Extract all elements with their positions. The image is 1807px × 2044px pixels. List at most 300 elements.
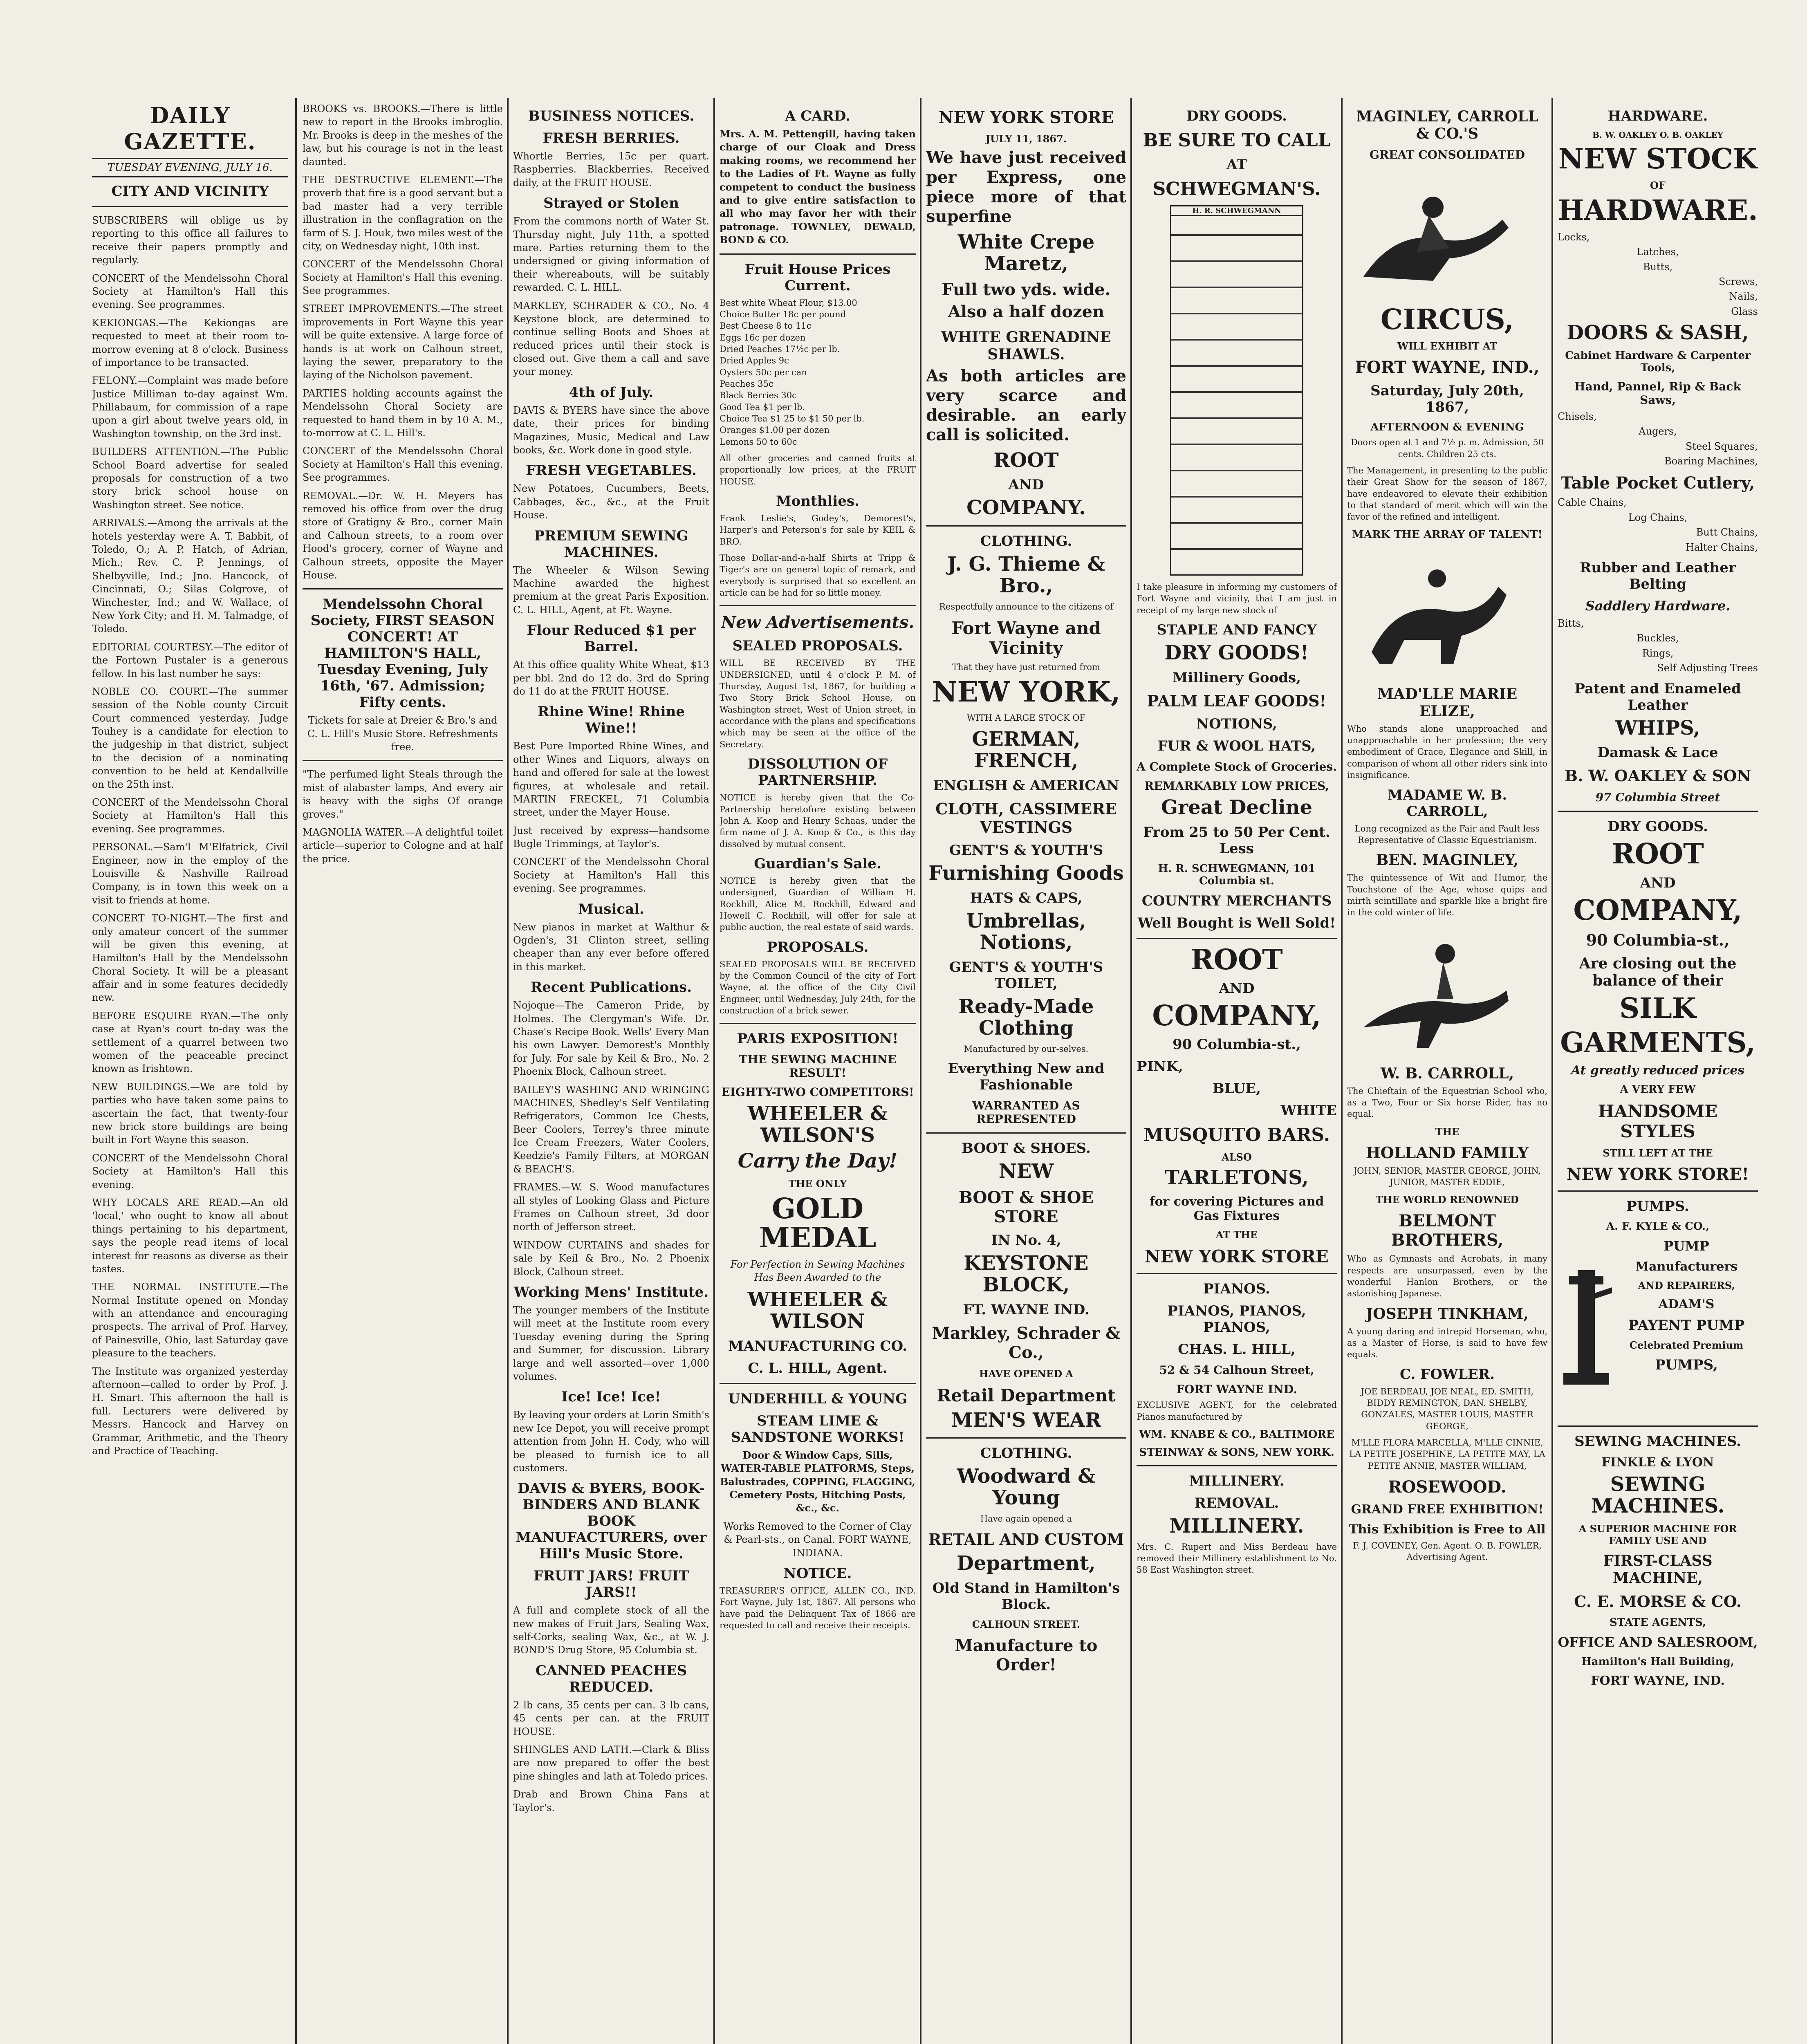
ad-title: GERMAN, FRENCH, <box>972 728 1081 772</box>
ad-heading: NEW YORK STORE <box>1145 1246 1329 1267</box>
notice-text: The younger members of the Institute will meet at the Institute room every Tuesday evening during the Spring and Summer, for discussion. Library large and well assorted—over 1,000 volumes. <box>513 1304 709 1382</box>
ad-text: M'LLE FLORA MARCELLA, M'LLE CINNIE, LA PETITE JOSEPHINE, LA PETITE MAY, LA PETITE ANNIE, MASTER WILLIAM, <box>1349 1438 1545 1471</box>
item-line: Butt Chains, <box>1696 527 1758 538</box>
notice-text: At this office quality White Wheat, $13 per bbl. 2nd do 12 do. 3rd do Spring do 11 do at the FRUIT HOUSE. <box>513 659 709 697</box>
ad-text: Those Dollar-and-a-half Shirts at Tripp & Tiger's are on general topic of remark, and everybody is surprised that so excellent an article can be had for so little money. <box>720 553 916 598</box>
ad-heading: PAYENT PUMP <box>1628 1317 1745 1334</box>
ad-text: JOE BERDEAU, JOE NEAL, ED. SMITH, BIDDY REMINGTON, DAN. SHELBY, GONZALES, MASTER LOUIS, MASTER GEORGE, <box>1361 1386 1534 1431</box>
ad-heading: Well Bought is Well Sold! <box>1137 914 1336 931</box>
ad-text: All other groceries and canned fruits at proportionally low prices, at the FRUIT HOUSE. <box>720 453 916 486</box>
item-line: Glass <box>1731 305 1758 317</box>
concert-text: Tickets for sale at Dreier & Bro.'s and C. L. Hill's Music Store. Refreshments free. <box>307 715 498 753</box>
notice-text: Whortle Berries, 15c per quart. Raspberries. Blackberries. Received daily, at the FRUIT HOUSE. <box>513 150 709 188</box>
ad-heading: A VERY FEW <box>1620 1083 1696 1096</box>
ad-heading: 52 & 54 Calhoun Street, <box>1159 1363 1314 1377</box>
ad-heading: HATS & CAPS, <box>970 890 1083 906</box>
masthead-title: DAILY GAZETTE. <box>124 102 256 155</box>
divider <box>1558 1190 1758 1192</box>
ad-heading: OFFICE AND SALESROOM, <box>1558 1634 1758 1650</box>
ad-heading: BELMONT BROTHERS, <box>1391 1211 1504 1250</box>
ad-text: F. J. COVENEY, Gen. Agent. O. B. FOWLER, Advertising Agent. <box>1352 1541 1542 1562</box>
ad-text: Door & Window Caps, Sills, WATER-TABLE PLATFORMS, Steps, Balustrades, COPPING, FLAGGING, Cemetery Posts, Hitching Posts, &c., &c. <box>720 1449 915 1514</box>
price-line: Black Berries 30c <box>720 390 797 401</box>
ad-heading: C. E. MORSE & CO. <box>1574 1592 1742 1611</box>
ad-title: WHEELER & WILSON <box>747 1288 888 1333</box>
notice-heading: Ice! Ice! Ice! <box>561 1389 661 1405</box>
divider <box>720 1383 916 1384</box>
ad-title: COMPANY, <box>1152 1000 1321 1033</box>
ad-heading: THE WORLD RENOWNED <box>1375 1194 1519 1206</box>
concert-heading: Mendelssohn Choral Society, FIRST SEASON CONCERT! AT HAMILTON'S HALL, Tuesday Evening, July 16th, '67. Admission; Fifty cents. <box>310 596 495 711</box>
local-item: CONCERT of the Mendelssohn Choral Society at Hamilton's Hall this evening. See programmes. <box>303 445 503 484</box>
ad-heading: CALHOUN STREET. <box>972 1618 1081 1631</box>
ad-heading: STATE AGENTS, <box>1610 1616 1706 1629</box>
price-line: Oranges $1.00 per dozen <box>720 425 830 435</box>
notice-text: BAILEY'S WASHING AND WRINGING MACHINES, Shedley's Self Ventilating Refrigerators, Common Ice Chests, Beer Coolers, Terrey's three minute Ice Cream Freezers, Water Coolers, Keedzie's Family Filters, at MORGAN & BEACH'S. <box>513 1084 709 1175</box>
business-notices-heading: BUSINESS NOTICES. <box>528 108 695 124</box>
local-item: CONCERT of the Mendelssohn Choral Society at Hamilton's Hall this evening. See programmes. <box>92 272 288 311</box>
ad-title: COMPANY. <box>966 496 1086 520</box>
horse-engraving <box>1347 550 1519 672</box>
ad-heading: GRAND FREE EXHIBITION! <box>1351 1502 1544 1517</box>
ad-heading: HANDSOME STYLES <box>1598 1101 1718 1141</box>
ad-heading: HAVE OPENED A <box>979 1367 1074 1380</box>
ad-text: WITH A LARGE STOCK OF <box>966 713 1086 723</box>
price-line: Good Tea $1 per lb. <box>720 402 805 412</box>
ad-text: The quintessence of Wit and Humor, the Touchstone of the Age, whose quips and mirth scintillate and sparkle like a bright fire in the cold winter of life. <box>1347 873 1547 918</box>
ad-heading: This Exhibition is Free to All <box>1349 1522 1546 1537</box>
divider <box>303 760 503 761</box>
divider <box>926 525 1126 527</box>
ad-title: ROOT <box>1190 943 1283 976</box>
local-item: BEFORE ESQUIRE RYAN.—The only case at Ryan's court to-day was the settlement of a quarrel between two women of the peaceable precinct known as Irishtown. <box>92 1010 288 1075</box>
divider <box>1137 1465 1337 1466</box>
ad-heading: WARRANTED AS REPRESENTED <box>972 1099 1080 1126</box>
notice-heading: 4th of July. <box>569 384 654 401</box>
ad-heading: NOTICE. <box>783 1565 852 1582</box>
ad-heading: EIGHTY-TWO COMPETITORS! <box>721 1085 914 1099</box>
ad-date: JULY 11, 1867. <box>985 133 1067 145</box>
ad-heading: AT THE <box>1215 1229 1258 1241</box>
column-rule <box>1130 98 1132 2044</box>
price-line: Oysters 50c per can <box>720 367 807 377</box>
ad-title: Umbrellas, Notions, <box>966 909 1086 954</box>
ad-heading: PIANOS. <box>1203 1281 1270 1298</box>
item-line: Locks, <box>1558 231 1590 243</box>
ad-heading: PROPOSALS. <box>767 939 869 955</box>
ad-heading: Fort Wayne and Vicinity <box>951 618 1101 659</box>
ad-heading: UNDERHILL & YOUNG <box>728 1390 908 1407</box>
ad-heading: Rubber and Leather Belting <box>1580 560 1736 593</box>
notice-heading: Rhine Wine! Rhine Wine!! <box>538 704 685 737</box>
ad-heading: THE SEWING MACHINE RESULT! <box>739 1053 897 1080</box>
ad-heading: ADAM'S <box>1658 1297 1715 1311</box>
ad-heading: A Complete Stock of Groceries. <box>1137 760 1337 773</box>
notice-text: DAVIS & BYERS have since the above date, their prices for binding Magazines, Music, Medical and Law books, &c. Work done in good style. <box>513 404 709 456</box>
notice-heading: FRESH BERRIES. <box>543 130 680 146</box>
ad-heading: HOLLAND FAMILY <box>1365 1143 1529 1162</box>
item-line: Rings, <box>1642 647 1674 659</box>
ad-heading: DRY GOODS. <box>1186 108 1287 124</box>
local-item: WHY LOCALS ARE READ.—An old 'local,' who ought to know all about things pertaining to his department, says the people read items of local interest for reasons as diverse as their tastes. <box>92 1197 288 1275</box>
ad-heading: Retail Department <box>937 1385 1116 1405</box>
ad-heading: SCHWEGMAN'S. <box>1152 179 1321 199</box>
ad-title: ROOT <box>993 448 1059 472</box>
item-line: Nails, <box>1729 291 1758 303</box>
ad-title: GARMENTS, <box>1560 1026 1755 1059</box>
ad-heading: THE ONLY <box>788 1177 847 1190</box>
notice-text: By leaving your orders at Lorin Smith's new Ice Depot, you will receive prompt attention from John H. Cody, who will be pleased to furnish ice to all customers. <box>513 1409 709 1474</box>
divider <box>303 588 503 589</box>
ad-text: A young daring and intrepid Horseman, who, as a Master of Horse, is said to have few equals. <box>1347 1326 1547 1360</box>
ad-heading: H. R. SCHWEGMANN, 101 Columbia st. <box>1158 862 1316 887</box>
notice-heading: PREMIUM SEWING MACHINES. <box>534 527 688 560</box>
column-rule <box>920 98 921 2044</box>
ad-heading: WILL EXHIBIT AT <box>1397 340 1497 352</box>
notice-heading: Strayed or Stolen <box>543 195 679 212</box>
item-line: Log Chains, <box>1628 511 1688 523</box>
local-item: NOBLE CO. COURT.—The summer session of the Noble county Circuit Court commenced yesterday. Judge Touhey is a candidate for election to the judgeship in that district, subject to the decision of a nominating convention to be held at Kendallville on the 25th inst. <box>92 686 288 790</box>
local-item: PARTIES holding accounts against the Mendelssohn Choral Society are requested to hand them in by 10 A. M., to-morrow at C. L. Hill's. <box>303 387 503 439</box>
ad-title: MEN'S WEAR <box>951 1408 1101 1432</box>
divider <box>92 206 288 207</box>
ad-text: The Chieftain of the Equestrian School who, as a Two, Four or Six horse Rider, has no equal. <box>1347 1086 1547 1119</box>
local-item: NEW BUILDINGS.—We are told by parties who have taken some pains to ascertain the fact, that twenty-four new brick store buildings are being built in Fort Wayne this season. <box>92 1081 288 1146</box>
ad-heading: Hand, Pannel, Rip & Back Saws, <box>1574 379 1741 407</box>
notice-text: Just received by express—handsome Bugle Trimmings, at Taylor's. <box>513 825 709 850</box>
local-item: The Institute was organized yesterday afternoon—called to order by Prof. J. H. Smart. This afternoon the hall is full. Lecturers were delivered by Messrs. Hancock and Harvey on Grammar, Arithmetic, and the Theory and Practice of Teaching. <box>92 1365 288 1457</box>
ad-text: Long recognized as the Fair and Fault less Representative of Classic Equestrianism. <box>1354 823 1540 845</box>
ad-heading: PINK, <box>1137 1058 1183 1075</box>
ad-heading: Fruit House Prices Current. <box>744 261 891 294</box>
ad-heading: Celebrated Premium <box>1629 1339 1744 1351</box>
notice-heading: Musical. <box>578 901 644 917</box>
divider <box>720 253 916 255</box>
ad-heading: CHAS. L. HILL, <box>1178 1341 1296 1358</box>
notice-text: MARKLEY, SCHRADER & CO., No. 4 Keystone block, are determined to continue selling Boots and Shoes at reduced prices until their stock is closed out. Give them a call and save your money. <box>513 300 709 378</box>
ad-heading: Table Pocket Cutlery, <box>1560 473 1755 493</box>
ad-heading: IN No. 4, <box>991 1232 1061 1248</box>
ad-heading: C. L. HILL, Agent. <box>748 1360 888 1376</box>
ad-heading: STEAM LIME & SANDSTONE WORKS! <box>731 1412 905 1446</box>
ad-heading: Saddlery Hardware. <box>1585 598 1731 614</box>
ad-heading: Millinery Goods, <box>1172 669 1301 686</box>
notice-text: CONCERT of the Mendelssohn Choral Society at Hamilton's Hall this evening. See programmes. <box>513 856 709 894</box>
ad-title: CIRCUS, <box>1380 303 1514 336</box>
ad-heading: RETAIL AND CUSTOM <box>928 1530 1124 1549</box>
ad-heading: REMARKABLY LOW PRICES, <box>1144 779 1329 793</box>
ad-heading: 90 Columbia-st., <box>1173 1036 1301 1053</box>
ad-text: Manufactured by our-selves. <box>964 1044 1089 1054</box>
divider <box>1137 938 1337 939</box>
ad-text: Have again opened a <box>980 1513 1072 1524</box>
ad-heading: REMOVAL. <box>1194 1495 1279 1511</box>
ad-title: SILK <box>1619 992 1696 1025</box>
ad-heading: A SUPERIOR MACHINE FOR FAMILY USE AND <box>1578 1522 1737 1546</box>
ad-title: WHIPS, <box>1615 716 1700 740</box>
local-item: ARRIVALS.—Among the arrivals at the hotels yesterday were A. T. Babbit, of Toledo, O.; A. P. Hatch, of Adrian, Mich.; Rev. C. P. Jennings, of Shelbyville, Ind.; Jno. Hancock, of Cincinnati, O.; Silas Colgrove, of Winchester, Ind.; and W. Wallace, of New York City; and H. M. Talmadge, of Toledo. <box>92 517 288 635</box>
ad-heading: C. FOWLER. <box>1400 1366 1495 1383</box>
price-line: Dried Apples 9c <box>720 356 789 366</box>
column-5 <box>926 102 1126 2044</box>
local-item: CONCERT of the Mendelssohn Choral Society at Hamilton's Hall this evening. See programmes. <box>92 797 288 835</box>
local-item: BROOKS vs. BROOKS.—There is little new to report in the Brooks imbroglio. Mr. Brooks is deep in the meshes of the law, but his courage is not in the least daunted. <box>303 103 503 168</box>
ad-title: DOORS & SASH, <box>1567 321 1749 345</box>
notice-text: FRAMES.—W. S. Wood manufactures all styles of Looking Glass and Picture Frames on Calhoun street, 3d door north of Jefferson street. <box>513 1181 709 1233</box>
column-rule <box>507 98 509 2044</box>
divider <box>1558 811 1758 812</box>
ad-heading: FORT WAYNE, IND., <box>1355 358 1540 377</box>
local-item: EDITORIAL COURTESY.—The editor of the Fortown Pustaler is a generous fellow. In his last number he says: <box>92 641 288 679</box>
ad-title: NEW YORK, <box>932 676 1121 709</box>
ad-heading: WHITE GRENADINE SHAWLS. <box>941 328 1111 363</box>
ad-heading: Hamilton's Hall Building, <box>1581 1655 1734 1668</box>
ad-heading: Manufacturers <box>1635 1259 1738 1274</box>
ad-heading: WM. KNABE & CO., BALTIMORE <box>1139 1428 1334 1441</box>
ad-text: Who stands alone unapproached and unapproachable in her profession; the very embodiment of Grace, Elegance and Skill, in comparison of whom all other riders sink into insignificance. <box>1347 724 1547 780</box>
storefront-engraving <box>1170 205 1303 576</box>
item-line: Buckles, <box>1637 632 1679 644</box>
ad-heading: GENT'S & YOUTH'S TOILET, <box>949 959 1103 992</box>
notice-heading: Recent Publications. <box>530 979 692 996</box>
local-item: KEKIONGAS.—The Kekiongas are requested to meet at their room to-morrow evening at 8 o'clock. Business of importance to be transacted. <box>92 317 288 368</box>
ad-heading: MUSQUITO BARS. <box>1143 1125 1330 1146</box>
ad-title: Carry the Day! <box>738 1149 898 1172</box>
divider <box>1558 1425 1758 1427</box>
ad-heading: STILL LEFT AT THE <box>1603 1147 1713 1159</box>
ad-heading: PARIS EXPOSITION! <box>737 1031 899 1047</box>
ad-title: WHEELER & WILSON'S <box>747 1102 888 1147</box>
price-line: Best white Wheat Flour, $13.00 <box>720 298 857 308</box>
ad-heading: From 25 to 50 Per Cent. Less <box>1143 824 1330 857</box>
ad-heading: Everything New and Fashionable <box>948 1060 1105 1094</box>
column-rule <box>713 98 715 2044</box>
ad-heading: A CARD. <box>785 108 851 124</box>
ad-heading: STAPLE AND FANCY <box>1157 622 1317 639</box>
notice-heading: CANNED PEACHES REDUCED. <box>535 1662 687 1695</box>
ad-text: SEALED PROPOSALS WILL BE RECEIVED by the Common Council of the city of Fort Wayne, at the office of the City Civil Engineer, until Wednesday, July 24th, for the construction of a brick sewer. <box>720 959 916 1015</box>
ad-heading: BOOT & SHOE STORE <box>959 1188 1094 1226</box>
notice-heading: FRUIT JARS! FRUIT JARS!! <box>533 1568 689 1601</box>
ad-heading: MANUFACTURING CO. <box>728 1338 907 1354</box>
column-1 <box>92 102 288 2044</box>
masthead-date: TUESDAY EVENING, JULY 16. <box>92 158 288 177</box>
ad-text: Respectfully announce to the citizens of <box>939 601 1113 612</box>
ad-heading: Cabinet Hardware & Carpenter Tools, <box>1565 349 1751 374</box>
ad-text: NOTICE is hereby given that the undersigned, Guardian of William H. Rockhill, Alice M. Rockhill, Edward and Howell C. Rockhill, will offer for sale at public auction, the real estate of said wards. <box>720 876 916 932</box>
ad-heading: Guardian's Sale. <box>754 855 881 872</box>
column-2 <box>303 102 503 2044</box>
price-line: Choice Butter 18c per pound <box>720 309 846 319</box>
ad-heading: MARK THE ARRAY OF TALENT! <box>1352 528 1542 541</box>
ad-heading: FUR & WOOL HATS, <box>1157 737 1316 754</box>
notice-heading: FRESH VEGETABLES. <box>526 462 697 479</box>
ad-title: COMPANY, <box>1573 894 1742 927</box>
ad-heading: Markley, Schrader & Co., <box>932 1323 1121 1362</box>
ad-heading: PUMPS, <box>1655 1356 1718 1373</box>
ad-title: TARLETONS, <box>1165 1166 1309 1190</box>
ad-heading: MILLINERY. <box>1189 1472 1285 1489</box>
notice-heading: DAVIS & BYERS, BOOK-BINDERS AND BLANK BOOK MANUFACTURERS, over Hill's Music Store. <box>516 1480 707 1562</box>
ad-heading: Monthlies. <box>776 493 859 510</box>
ad-text: WILL BE RECEIVED BY THE UNDERSIGNED, until 4 o'clock P. M. of Thursday, August 1st, 1867, for building a Two Story Brick School House, on Washington street, West of Union street, in accordance with the plans and specifications which may be seen at the office of the Secretary. <box>720 658 916 749</box>
notice-text: The Wheeler & Wilson Sewing Machine awarded the highest premium at the great Paris Exposition. C. L. HILL, Agent, at Ft. Wayne. <box>513 564 709 616</box>
ad-heading: B. W. OAKLEY O. B. OAKLEY <box>1592 130 1723 140</box>
local-item: THE DESTRUCTIVE ELEMENT.—The proverb that fire is a good servant but a bad master had a very terrible illustration in the conflagration on the farm of S. J. Houk, two miles west of the city, on Wednesday night, 10th inst. <box>303 174 503 252</box>
local-item: CONCERT of the Mendelssohn Choral Society at Hamilton's Hall this evening. <box>92 1152 288 1190</box>
ad-heading: AND <box>1640 874 1676 891</box>
item-line: Self Adjusting Trees <box>1657 662 1758 674</box>
ad-text: Who as Gymnasts and Acrobats, in many respects are unsurpassed, even by the wonderful Hanlon Brothers, or the astonishing Japanese. <box>1347 1254 1547 1299</box>
ad-heading: DISSOLUTION OF PARTNERSHIP. <box>747 756 888 789</box>
item-line: Butts, <box>1643 261 1673 273</box>
item-line: Chisels, <box>1558 410 1597 422</box>
local-item: BUILDERS ATTENTION.—The Public School Board advertise for sealed proposals for construction of a two story brick school house on Washington street. See notice. <box>92 446 288 511</box>
ad-heading: Manufacture to Order! <box>955 1636 1098 1675</box>
ad-heading: FORT WAYNE IND. <box>1176 1383 1297 1396</box>
ad-heading: FIRST-CLASS MACHINE, <box>1603 1552 1713 1587</box>
section-heading: CITY AND VICINITY <box>111 183 269 199</box>
ad-heading: AND <box>1008 477 1044 493</box>
divider <box>720 1023 916 1024</box>
item-line: Screws, <box>1718 276 1758 287</box>
column-rule <box>1341 98 1343 2044</box>
ad-heading: Patent and Enameled Leather <box>1574 680 1741 713</box>
ad-heading: W. B. CARROLL, <box>1380 1065 1514 1082</box>
ad-text: EXCLUSIVE AGENT, for the celebrated Pianos manufactured by <box>1137 1400 1337 1422</box>
column-6 <box>1137 102 1337 2044</box>
ad-heading: BLUE, <box>1212 1080 1261 1097</box>
ad-heading: ROSEWOOD. <box>1388 1477 1507 1497</box>
ad-heading: MAD'LLE MARIE ELIZE, <box>1377 685 1518 720</box>
ad-heading: PUMP <box>1664 1238 1709 1254</box>
circus-rider-engraving <box>1347 170 1519 293</box>
ad-heading: BE SURE TO CALL <box>1143 130 1331 151</box>
notice-text: SHINGLES AND LATH.—Clark & Bliss are now prepared to offer the best pine shingles and lath at Toledo prices. <box>513 1744 709 1782</box>
ad-title: ROOT <box>1612 838 1704 871</box>
ad-heading: MADAME W. B. CARROLL, <box>1387 787 1507 820</box>
price-line: Peaches 35c <box>720 379 773 389</box>
column-rule <box>295 98 297 2044</box>
ad-title: White Crepe Maretz, <box>957 231 1095 275</box>
ad-title: GOLD MEDAL <box>759 1192 877 1255</box>
ad-heading: PIANOS, PIANOS, PIANOS, <box>1167 1303 1306 1336</box>
ad-heading: STEINWAY & SONS, NEW YORK. <box>1139 1446 1334 1459</box>
ad-title: KEYSTONE BLOCK, <box>964 1251 1089 1296</box>
poem: "The perfumed light Steals through the mist of alabaster lamps, And every air is heavy with the sighs Of orange groves." <box>303 769 503 820</box>
price-line: Best Cheese 8 to 11c <box>720 321 812 331</box>
ad-heading: CLOTH, CASSIMERE VESTINGS <box>935 799 1117 836</box>
ad-heading: CLOTHING. <box>980 1445 1072 1462</box>
ad-title: Woodward & Young <box>957 1465 1096 1510</box>
notice-text: Best Pure Imported Rhine Wines, and other Wines and Liquors, always on hand and offered for sale at the lowest figures, at wholesale and retail. MARTIN FRECKEL, 71 Columbia street, under the Mayer House. <box>513 740 709 818</box>
ad-heading: PALM LEAF GOODS! <box>1147 691 1327 710</box>
ad-text: Full two yds. wide. Also a half dozen <box>942 280 1111 321</box>
ad-heading: ALSO <box>1222 1151 1252 1163</box>
ad-heading: AT <box>1226 157 1247 173</box>
column-8 <box>1558 102 1758 2044</box>
ad-heading: FORT WAYNE, IND. <box>1591 1673 1725 1688</box>
ad-heading: DRY GOODS. <box>1607 818 1708 835</box>
notice-heading: Working Mens' Institute. <box>513 1284 709 1300</box>
column-3 <box>513 102 709 2044</box>
ad-heading: THE <box>1435 1125 1460 1138</box>
divider <box>926 1132 1126 1134</box>
ad-heading: B. W. OAKLEY & SON <box>1564 766 1751 785</box>
item-line: Augers, <box>1639 426 1677 437</box>
divider <box>720 605 916 606</box>
ad-heading: AFTERNOON & EVENING <box>1370 421 1524 434</box>
local-item: SUBSCRIBERS will oblige us by reporting to this office all failures to receive their papers promptly and regularly. <box>92 215 288 266</box>
divider <box>1137 1273 1337 1274</box>
ad-heading: AND <box>1219 980 1255 997</box>
ad-title: Great Decline <box>1161 796 1313 819</box>
notice-heading: Flour Reduced $1 per Barrel. <box>527 622 696 655</box>
ad-text: Frank Leslie's, Godey's, Demorest's, Harper's and Peterson's for sale by KEIL & BRO. <box>720 513 916 547</box>
ad-heading: BOOT & SHOES. <box>962 1140 1091 1157</box>
ad-title: NEW STOCK <box>1558 143 1758 175</box>
ad-text: Mrs. A. M. Pettengill, having taken charge of our Cloak and Dress making rooms, we recommend her to the Ladies of Ft. Wayne as fully competent to conduct the business and to give entire satisfaction to all who may favor her with their patronage. TOWNLEY, DEWALD, BOND & CO. <box>720 128 916 246</box>
ad-heading: 97 Columbia Street <box>1595 791 1720 805</box>
ad-heading: CLOTHING. <box>980 533 1072 550</box>
local-item: REMOVAL.—Dr. W. H. Meyers has removed his office from over the drug store of Gratigny & Bro., corner Main and Calhoun streets, to a room over Hood's grocery, corner of Wayne and Calhoun streets, opposite the Mayer House. <box>303 490 503 581</box>
ad-heading: Are closing out the balance of their <box>1579 955 1737 990</box>
ad-text: Mrs. C. Rupert and Miss Berdeau have removed their Millinery establishment to No. 58 East Washington street. <box>1137 1542 1337 1575</box>
column-4 <box>720 102 916 2044</box>
ad-heading: At greatly reduced prices <box>1571 1063 1745 1078</box>
notice-text: WINDOW CURTAINS and shades for sale by Keil & Bro., No. 2 Phoenix Block, Calhoun street. <box>513 1239 709 1278</box>
ad-heading: FINKLE & LYON <box>1601 1455 1714 1470</box>
ad-heading: BEN. MAGINLEY, <box>1376 852 1519 869</box>
notice-text: From the commons north of Water St. Thursday night, July 11th, a spotted mare. Parties returning them to the undersigned or giving information of their whereabouts, will be suitably rewarded. C. L. HILL. <box>513 215 709 294</box>
ad-text: NOTICE is hereby given that the Co-Partnership heretofore existing between John A. Koop and Henry Schaas, under the firm name of J. A. Koop & Co., is this day dissolved by mutual consent. <box>720 793 916 849</box>
bareback-rider-engraving <box>1347 929 1519 1052</box>
item-line: Cable Chains, <box>1558 497 1627 509</box>
column-7 <box>1347 102 1547 2044</box>
ad-heading: NOTIONS, <box>1196 715 1277 732</box>
divider <box>926 1437 1126 1439</box>
notice-text: Nojoque—The Cameron Pride, by Holmes. The Clergyman's Wife. Dr. Chase's Recipe Book. Wells' Every Man his own Lawyer. Demorest's Monthly for July. For sale by Keil & Bro., No. 2 Phoenix Block, Calhoun street. <box>513 1000 709 1078</box>
item-line: Steel Squares, <box>1686 440 1758 452</box>
local-item: MAGNOLIA WATER.—A delightful toilet article—superior to Cologne and at half the price. <box>303 827 503 865</box>
ad-heading: GENT'S & YOUTH'S <box>949 842 1103 858</box>
ad-heading: OF <box>1650 179 1666 192</box>
notice-text: New pianos in market at Walthur & Ogden's, 31 Clinton street, selling cheaper than any ever before offered in this market. <box>513 921 709 973</box>
ad-heading: HARDWARE. <box>1607 108 1708 124</box>
item-line: Boaring Machines, <box>1664 455 1758 467</box>
notice-text: New Potatoes, Cucumbers, Beets, Cabbages, &c., &c., at the Fruit House. <box>513 483 709 521</box>
ad-title: NEW <box>998 1160 1054 1183</box>
ad-text: JOHN, SENIOR, MASTER GEORGE, JOHN, JUNIOR, MASTER EDDIE, <box>1353 1165 1541 1187</box>
ad-heading: ENGLISH & AMERICAN <box>933 777 1119 794</box>
ad-heading: AND REPAIRERS, <box>1638 1279 1735 1291</box>
ad-heading: GREAT CONSOLIDATED <box>1370 148 1525 161</box>
local-item: CONCERT TO-NIGHT.—The first and only amateur concert of the summer will be given this evening, at Hamilton's Hall by the Mendelssohn Choral Society. It will be a pleasant affair and in some features decidedly new. <box>92 912 288 1004</box>
item-line: Bitts, <box>1558 618 1584 630</box>
ad-heading: A. F. KYLE & CO., <box>1606 1220 1710 1233</box>
section-heading: New Advertisements. <box>721 613 915 632</box>
ad-title: Ready-Made Clothing <box>958 995 1094 1040</box>
pump-engraving <box>1558 1242 1615 1413</box>
ad-heading: COUNTRY MERCHANTS <box>1141 892 1332 909</box>
ad-heading: for covering Pictures and Gas Fixtures <box>1149 1195 1324 1224</box>
ad-text: Doors open at 1 and 7½ p. m. Admission, 50 cents. Children 25 cts. <box>1350 437 1544 459</box>
ad-heading: FT. WAYNE IND. <box>963 1301 1090 1318</box>
ad-heading: NEW YORK STORE <box>938 108 1114 127</box>
ad-title: SEWING MACHINES. <box>1591 1472 1725 1517</box>
ad-text: The Management, in presenting to the public their Great Show for the season of 1867, have endeavored to elevate their exhibition to that standard of merit which will win the favor of the refined and intelligent. <box>1347 466 1547 522</box>
price-line: Eggs 16c per dozen <box>720 332 806 343</box>
